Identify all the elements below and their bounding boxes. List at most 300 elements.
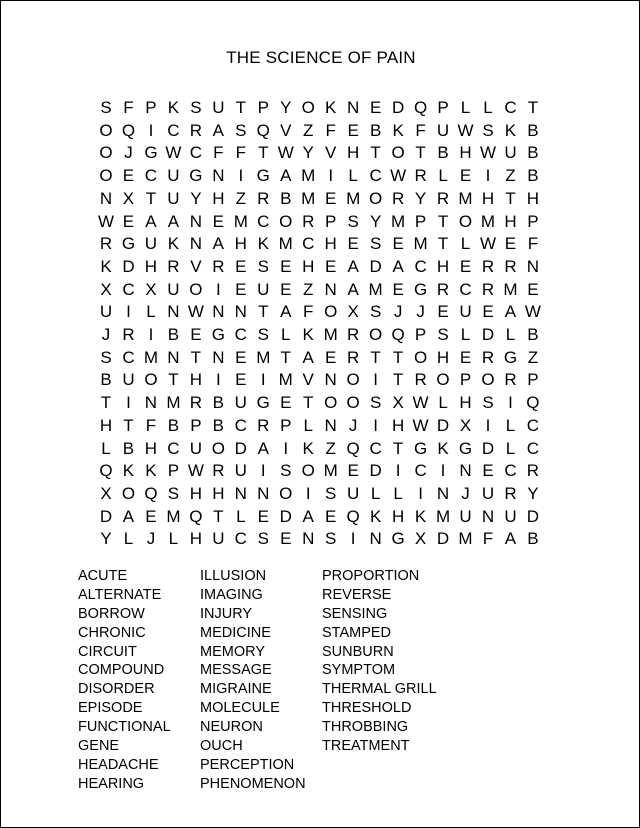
grid-letter: C [122, 279, 135, 299]
grid-letter: Q [413, 98, 428, 117]
grid-letter: M [458, 188, 473, 208]
word-list-item: ACUTE [78, 568, 128, 584]
grid-letter: L [505, 438, 516, 458]
grid-letter: B [280, 188, 292, 208]
grid-letter: Z [505, 166, 516, 186]
grid-letter: R [436, 188, 450, 208]
grid-letter: E [347, 120, 359, 140]
grid-letter: U [459, 302, 472, 322]
grid-letter: I [215, 279, 221, 299]
grid-letter: C [414, 461, 427, 481]
grid-letter: X [100, 279, 112, 299]
grid-letter: N [167, 302, 180, 322]
grid-letter: O [391, 143, 405, 163]
grid-letter: T [168, 370, 179, 390]
grid-letter: M [301, 166, 316, 186]
grid-letter: R [189, 393, 203, 413]
grid-letter: E [122, 211, 135, 231]
grid-letter: H [212, 483, 225, 503]
grid-letter: C [504, 98, 517, 117]
grid-letter: X [414, 529, 427, 549]
grid-letter: S [100, 98, 112, 117]
grid-letter: D [279, 506, 292, 526]
grid-letter: L [393, 483, 403, 503]
grid-letter: P [167, 461, 180, 481]
grid-letter: J [348, 415, 358, 435]
grid-letter: C [234, 325, 247, 344]
word-list-item: STAMPED [322, 624, 392, 641]
grid-letter: K [325, 98, 337, 117]
word-list-item: SYMPTOM [322, 662, 396, 679]
grid-letter: E [235, 370, 247, 390]
grid-letter: I [148, 325, 154, 344]
grid-letter: Y [414, 188, 427, 208]
grid-letter: H [189, 370, 203, 390]
grid-letter: R [391, 188, 405, 208]
grid-letter: F [213, 143, 224, 163]
grid-letter: O [436, 370, 450, 390]
grid-letter: M [458, 529, 473, 549]
word-list-item: OUCH [200, 738, 243, 755]
grid-letter: E [325, 347, 337, 367]
grid-letter: E [392, 234, 404, 254]
grid-letter: M [435, 506, 451, 526]
grid-letter: U [257, 279, 270, 299]
grid-letter: Q [346, 438, 360, 458]
grid-letter: M [301, 188, 316, 208]
grid-letter: V [302, 370, 314, 390]
grid-letter: W [412, 415, 429, 435]
grid-letter: P [280, 415, 292, 435]
grid-letter: N [347, 98, 360, 117]
grid-letter: K [392, 120, 404, 140]
grid-letter: B [369, 120, 382, 140]
grid-letter: T [123, 415, 134, 435]
grid-letter: S [257, 256, 269, 276]
word-list-item: COMPOUND [78, 662, 165, 679]
grid-letter: T [370, 143, 381, 163]
grid-letter: L [505, 325, 516, 344]
grid-letter: Q [121, 120, 136, 140]
grid-letter: N [369, 529, 382, 549]
grid-letter: O [346, 393, 360, 413]
grid-letter: W [187, 461, 204, 481]
grid-letter: L [303, 415, 313, 435]
word-list-column-2 [200, 567, 306, 794]
grid-letter: S [190, 98, 202, 117]
grid-letter: B [167, 415, 180, 435]
word-list-item: NEURON [200, 719, 263, 736]
grid-letter: M [346, 188, 361, 208]
grid-letter: X [100, 483, 112, 503]
grid-letter: E [504, 234, 517, 254]
grid-letter: P [190, 415, 202, 435]
grid-letter: D [436, 415, 450, 435]
grid-letter: C [234, 529, 247, 549]
grid-letter: R [481, 347, 495, 367]
grid-letter: W [457, 120, 474, 140]
grid-letter: H [391, 415, 405, 435]
grid-letter: L [460, 325, 471, 344]
grid-letter: N [167, 347, 180, 367]
grid-letter: H [99, 415, 113, 435]
word-list-item: FUNCTIONAL [78, 719, 171, 736]
grid-letter: U [144, 234, 158, 254]
grid-letter: E [235, 256, 247, 276]
grid-letter: T [190, 347, 202, 367]
grid-letter: H [459, 143, 472, 163]
grid-letter: E [369, 98, 382, 117]
grid-letter: I [373, 370, 378, 390]
grid-letter: R [167, 256, 180, 276]
grid-letter: R [122, 325, 135, 344]
word-list-item: TREATMENT [322, 738, 410, 755]
grid-letter: C [526, 438, 540, 458]
grid-letter: N [436, 483, 450, 503]
grid-letter: R [257, 188, 270, 208]
grid-letter: D [234, 438, 247, 458]
word-list-item: SUNBURN [322, 643, 394, 660]
grid-letter: Z [527, 347, 539, 367]
grid-letter: T [437, 211, 449, 231]
grid-letter: K [302, 325, 314, 344]
grid-letter: Y [527, 483, 539, 503]
grid-letter: O [211, 438, 225, 458]
grid-letter: C [414, 256, 427, 276]
word-list-item: CIRCUIT [78, 643, 137, 660]
grid-letter: G [121, 234, 136, 254]
grid-letter: F [303, 302, 314, 322]
grid-letter: L [483, 98, 493, 117]
word-list-item: EPISODE [78, 700, 143, 717]
grid-letter: D [481, 438, 495, 458]
grid-letter: E [437, 302, 449, 322]
grid-letter: X [459, 415, 472, 435]
grid-letter: Y [190, 188, 202, 208]
grid-letter: M [323, 461, 338, 481]
grid-letter: M [166, 506, 181, 526]
grid-letter: E [527, 279, 539, 299]
grid-letter: Y [280, 98, 292, 117]
grid-letter: T [392, 347, 404, 367]
grid-letter: E [280, 393, 292, 413]
grid-letter: I [148, 120, 154, 140]
word-list-item: MEDICINE [200, 624, 271, 641]
grid-letter: E [392, 279, 404, 299]
grid-letter: T [235, 98, 246, 117]
grid-letter: Q [346, 506, 360, 526]
grid-letter: L [123, 529, 134, 549]
grid-letter: G [413, 438, 428, 458]
grid-letter: T [303, 393, 314, 413]
grid-letter: Y [369, 211, 382, 231]
grid-letter: R [212, 256, 225, 276]
grid-letter: I [305, 483, 311, 503]
word-list-item: DISORDER [78, 681, 155, 698]
grid-letter: R [481, 256, 495, 276]
grid-letter: N [212, 347, 225, 367]
word-list-item: MOLECULE [200, 700, 280, 717]
grid-letter: B [527, 166, 539, 186]
grid-letter: O [369, 325, 383, 344]
page-title: THE SCIENCE OF PAIN [226, 48, 416, 67]
grid-letter: G [144, 143, 158, 163]
grid-letter: U [459, 506, 472, 526]
grid-letter: S [369, 302, 382, 322]
grid-letter: R [504, 483, 517, 503]
grid-letter: R [504, 370, 517, 390]
grid-letter: H [144, 438, 158, 458]
grid-letter: S [369, 234, 382, 254]
grid-letter: E [280, 529, 292, 549]
grid-letter: O [279, 211, 293, 231]
grid-letter: W [412, 393, 429, 413]
grid-letter: H [212, 188, 225, 208]
grid-letter: Z [235, 188, 246, 208]
grid-letter: H [189, 529, 203, 549]
grid-letter: Z [303, 120, 314, 140]
grid-letter: C [504, 461, 517, 481]
grid-letter: S [325, 483, 337, 503]
word-list-item: PERCEPTION [200, 756, 295, 773]
grid-letter: O [121, 483, 136, 503]
grid-letter: E [145, 506, 157, 526]
grid-letter: S [482, 393, 494, 413]
grid-letter: E [235, 279, 247, 299]
grid-letter: U [122, 370, 135, 390]
grid-letter: E [459, 256, 472, 276]
grid-letter: E [235, 347, 247, 367]
grid-letter: H [504, 211, 517, 231]
grid-letter: I [395, 461, 401, 481]
grid-letter: T [370, 347, 381, 367]
grid-letter: O [99, 166, 113, 186]
grid-letter: T [258, 143, 269, 163]
word-list-item: MESSAGE [200, 662, 272, 679]
grid-letter: Q [99, 461, 113, 481]
grid-letter: G [503, 347, 518, 367]
grid-letter: P [527, 211, 539, 231]
word-list-item: REVERSE [322, 586, 392, 603]
grid-letter: M [278, 370, 293, 390]
grid-letter: D [122, 256, 135, 276]
grid-letter: W [479, 143, 496, 163]
grid-letter: J [461, 483, 470, 503]
grid-letter: A [145, 211, 157, 231]
grid-letter: T [392, 370, 404, 390]
grid-letter: F [145, 415, 157, 435]
grid-letter: N [234, 483, 247, 503]
grid-letter: K [122, 461, 135, 481]
word-list-item: IMAGING [200, 586, 263, 603]
grid-letter: R [436, 279, 450, 299]
grid-letter: F [325, 120, 336, 140]
grid-letter: M [368, 279, 383, 299]
grid-letter: I [260, 461, 266, 481]
grid-letter: H [436, 256, 450, 276]
grid-letter: A [167, 211, 180, 231]
grid-letter: M [256, 347, 271, 367]
grid-letter: D [391, 98, 405, 117]
grid-letter: U [99, 302, 113, 322]
grid-letter: P [527, 370, 539, 390]
grid-letter: M [278, 234, 293, 254]
grid-letter: O [369, 188, 383, 208]
grid-letter: I [283, 438, 289, 458]
grid-letter: W [479, 234, 496, 254]
grid-letter: O [346, 370, 360, 390]
grid-letter: B [212, 393, 225, 413]
grid-letter: M [143, 347, 159, 367]
grid-letter: N [144, 393, 158, 413]
word-list-item: BORROW [78, 605, 145, 622]
grid-letter: B [122, 438, 135, 458]
grid-letter: L [505, 415, 516, 435]
grid-letter: Q [189, 506, 203, 526]
grid-letter: L [281, 325, 291, 344]
grid-letter: V [325, 143, 337, 163]
grid-letter: Q [144, 483, 158, 503]
word-list-item: MIGRAINE [200, 681, 272, 698]
grid-letter: O [481, 370, 495, 390]
grid-letter: I [485, 166, 491, 186]
grid-letter: H [459, 393, 472, 413]
grid-letter: V [190, 256, 202, 276]
grid-letter: G [413, 279, 428, 299]
grid-letter: I [126, 393, 131, 413]
grid-letter: P [414, 211, 427, 231]
grid-letter: S [482, 120, 494, 140]
word-list-item: SENSING [322, 605, 388, 622]
grid-letter: A [212, 120, 225, 140]
grid-letter: E [325, 506, 337, 526]
grid-letter: B [100, 370, 112, 390]
grid-letter: T [527, 98, 539, 117]
grid-letter: O [99, 143, 113, 163]
grid-letter: C [167, 120, 180, 140]
grid-letter: U [234, 461, 247, 481]
grid-letter: C [189, 143, 203, 163]
word-list-item: PROPORTION [322, 568, 420, 584]
grid-letter: O [144, 370, 158, 390]
grid-letter: I [260, 370, 266, 390]
grid-letter: H [302, 256, 315, 276]
grid-letter: H [234, 234, 247, 254]
grid-letter: O [324, 393, 338, 413]
grid-letter: P [459, 370, 472, 390]
grid-letter: R [347, 347, 360, 367]
grid-letter: Y [302, 143, 314, 163]
grid-letter: F [415, 120, 426, 140]
grid-letter: B [437, 143, 449, 163]
grid-letter: P [145, 98, 157, 117]
grid-letter: W [165, 143, 182, 163]
grid-letter: J [124, 143, 133, 163]
grid-letter: C [369, 166, 382, 186]
grid-letter: D [99, 506, 113, 526]
grid-letter: H [436, 347, 450, 367]
grid-letter: E [280, 256, 292, 276]
grid-letter: U [167, 166, 180, 186]
grid-letter: A [347, 256, 359, 276]
grid-letter: Q [526, 393, 540, 413]
grid-letter: U [504, 143, 517, 163]
grid-letter: M [391, 211, 406, 231]
grid-letter: G [256, 393, 270, 413]
grid-letter: C [144, 166, 158, 186]
grid-letter: H [391, 506, 405, 526]
grid-letter: H [526, 188, 540, 208]
grid-letter: T [213, 506, 224, 526]
grid-letter: D [481, 325, 495, 344]
grid-letter: L [370, 483, 381, 503]
grid-letter: U [347, 483, 360, 503]
grid-letter: E [325, 256, 337, 276]
grid-letter: I [350, 529, 356, 549]
grid-letter: K [257, 234, 269, 254]
grid-letter: E [482, 302, 494, 322]
word-list-item: MEMORY [200, 643, 265, 660]
word-list-item: PHENOMENON [200, 775, 306, 792]
grid-letter: K [504, 120, 517, 140]
grid-letter: H [144, 256, 158, 276]
grid-letter: A [302, 347, 314, 367]
grid-letter: P [257, 98, 269, 117]
grid-letter: S [257, 325, 269, 344]
grid-letter: C [167, 438, 180, 458]
grid-letter: I [485, 415, 491, 435]
grid-letter: A [347, 279, 359, 299]
grid-letter: G [211, 325, 225, 344]
grid-letter: N [526, 256, 540, 276]
grid-letter: C [459, 279, 472, 299]
grid-letter: F [123, 98, 134, 117]
grid-letter: J [393, 302, 403, 322]
grid-letter: M [503, 279, 518, 299]
grid-letter: L [146, 302, 156, 322]
grid-letter: C [526, 415, 540, 435]
grid-letter: W [390, 166, 407, 186]
grid-letter: E [325, 188, 337, 208]
grid-letter: B [527, 529, 539, 549]
grid-letter: H [324, 234, 337, 254]
grid-letter: A [212, 234, 225, 254]
grid-letter: V [280, 120, 292, 140]
grid-letter: E [212, 211, 225, 231]
word-list-item: THRESHOLD [322, 700, 412, 717]
grid-letter: E [347, 461, 359, 481]
grid-letter: T [258, 302, 269, 322]
grid-letter: J [146, 529, 156, 549]
grid-letter: W [524, 302, 541, 322]
grid-letter: U [212, 529, 225, 549]
grid-letter: P [437, 98, 449, 117]
grid-letter: X [122, 188, 135, 208]
grid-letter: S [257, 529, 269, 549]
grid-letter: R [526, 461, 540, 481]
grid-letter: N [324, 415, 337, 435]
grid-letter: B [527, 143, 539, 163]
grid-letter: M [323, 325, 338, 344]
grid-letter: E [459, 166, 472, 186]
grid-letter: W [277, 143, 294, 163]
grid-letter: T [280, 347, 291, 367]
word-list-item: HEARING [78, 775, 145, 792]
grid-letter: N [324, 279, 337, 299]
grid-letter: T [392, 438, 404, 458]
grid-letter: B [527, 325, 539, 344]
grid-letter: R [481, 279, 495, 299]
